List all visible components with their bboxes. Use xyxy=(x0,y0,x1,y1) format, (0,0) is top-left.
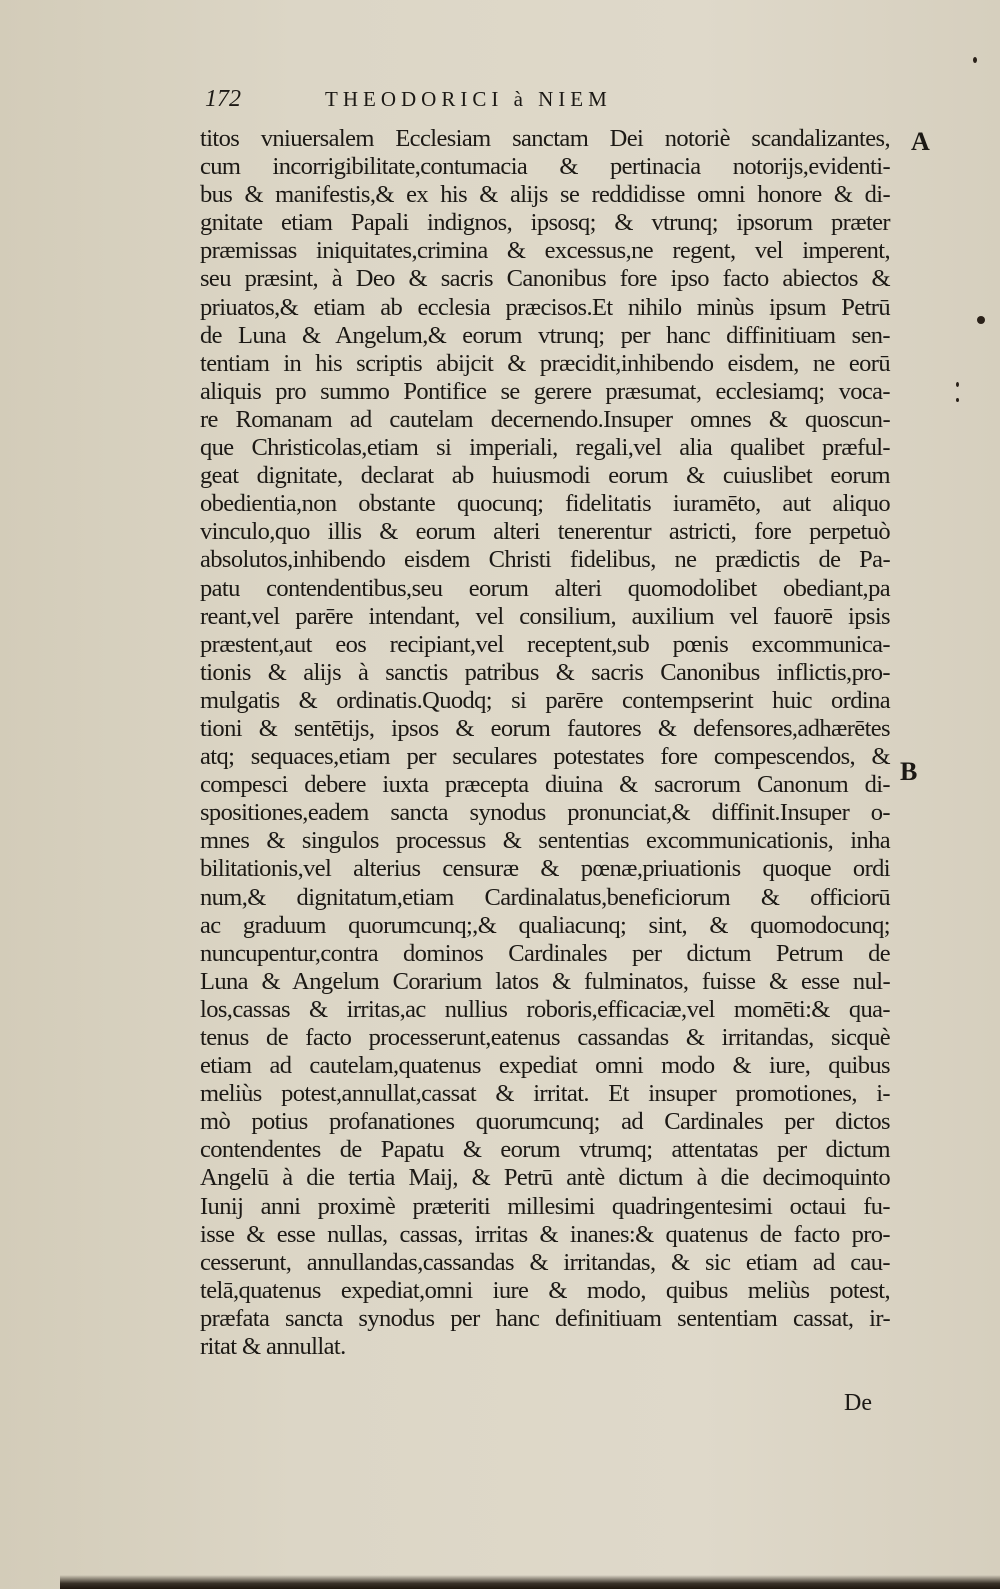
text-line: gnitate etiam Papali indignos, ipsosq; & vtrunq; ipsorum præter xyxy=(200,209,890,237)
text-line: tioni & sentētijs, ipsos & eorum fautores & defensores,adhærētes xyxy=(200,714,890,742)
margin-letter-a: A xyxy=(911,127,930,156)
text-line: Luna & Angelum Corarium latos & fulminatos, fuisse & esse nul- xyxy=(200,967,890,995)
text-line: tenus de facto processerunt,eatenus cassandas & irritandas, sicquè xyxy=(200,1024,890,1051)
ink-speck xyxy=(956,382,959,387)
text-line: præmissas iniquitates,crimina & excessus,ne regent, vel imperent, xyxy=(200,237,890,265)
margin-letter-b: B xyxy=(900,757,918,786)
text-line: patu contendentibus,seu eorum alteri quomodolibet obediant,pa xyxy=(200,574,890,602)
catchword: De xyxy=(844,1390,872,1416)
running-head: THEODORICI à NIEM xyxy=(325,87,612,111)
text-line: bilitationis,vel alterius censuræ & pœnæ,priuationis quoque ordi xyxy=(200,855,890,883)
text-line: ritat & annullat. xyxy=(200,1333,346,1361)
text-line: absolutos,inhibendo eisdem Christi fidelibus, ne prædictis de Pa- xyxy=(200,546,890,574)
text-line: cesserunt, annullandas,cassandas & irritandas, & sic etiam ad cau- xyxy=(200,1248,890,1276)
text-line: telā,quatenus expediat,omni iure & modo, quibus meliùs potest, xyxy=(200,1276,890,1304)
text-line: obedientia,non obstante quocunq; fidelitatis iuramēto, aut aliquo xyxy=(200,490,890,518)
ink-speck xyxy=(973,57,977,63)
text-line: Iunij anni proximè præteriti millesimi quadringentesimi octaui fu- xyxy=(200,1192,890,1220)
text-line: Angelū à die tertia Maij, & Petrū antè dictum à die decimoquinto xyxy=(200,1164,890,1192)
text-line: aliquis pro summo Pontifice se gerere præsumat, ecclesiamq; voca- xyxy=(200,377,890,405)
ink-speck xyxy=(977,316,985,324)
text-line: compesci debere iuxta præcepta diuina & sacrorum Canonum di- xyxy=(200,771,890,799)
text-line: reant,vel parēre intendant, vel consilium, auxilium vel fauorē ipsis xyxy=(200,602,890,630)
text-line: isse & esse nullas, cassas, irritas & inanes:& quatenus de facto pro- xyxy=(200,1220,890,1248)
text-line: mnes & singulos processus & sententias excommunicationis, inha xyxy=(200,827,890,855)
text-line: tionis & alijs à sanctis patribus & sacris Canonibus inflictis,pro- xyxy=(200,658,890,686)
text-line: spositiones,eadem sancta synodus pronunciat,& diffinit.Insuper o- xyxy=(200,799,890,827)
text-line: seu præsint, à Deo & sacris Canonibus fore ipso facto abiectos & xyxy=(200,265,890,293)
text-line: meliùs potest,annullat,cassat & irritat. Et insuper promotiones, i- xyxy=(200,1080,890,1108)
text-line: etiam ad cautelam,quatenus expediat omni modo & iure, quibus xyxy=(200,1052,890,1080)
text-line: cum incorrigibilitate,contumacia & pertinacia notorijs,evidenti- xyxy=(200,153,890,181)
text-line: mulgatis & ordinatis.Quodq; si parēre contempserint huic ordina xyxy=(200,686,890,714)
text-line: præstent,aut eos recipiant,vel receptent,sub pœnis excommunica- xyxy=(200,630,890,658)
text-line: vinculo,quo illis & eorum alteri tenerentur astricti, fore perpetuò xyxy=(200,518,890,546)
body-text xyxy=(200,125,890,1361)
page-number: 172 xyxy=(205,86,241,112)
text-line: mò potius profanationes quorumcunq; ad Cardinales per dictos xyxy=(200,1108,890,1136)
text-line: re Romanam ad cautelam decernendo.Insuper omnes & quoscun- xyxy=(200,405,890,433)
text-line: num,& dignitatum,etiam Cardinalatus,beneficiorum & officiorū xyxy=(200,883,890,911)
text-line: priuatos,& etiam ab ecclesia præcisos.Et nihilo minùs ipsum Petrū xyxy=(200,293,890,321)
text-line: tentiam in his scriptis abijcit & præcidit,inhibendo eisdem, ne eorū xyxy=(200,349,890,377)
text-line: atq; sequaces,etiam per seculares potestates fore compescendos, & xyxy=(200,743,890,771)
text-line: geat dignitate, declarat ab huiusmodi eorum & cuiuslibet eorum xyxy=(200,462,890,490)
page-header xyxy=(205,86,765,116)
text-line: præfata sancta synodus per hanc definitiuam sententiam cassat, ir- xyxy=(200,1304,890,1332)
text-line: que Christicolas,etiam si imperiali, regali,vel alia qualibet præful- xyxy=(200,434,890,462)
text-line: titos vniuersalem Ecclesiam sanctam Dei notoriè scandalizantes, xyxy=(200,125,890,152)
page-bottom-edge xyxy=(60,1575,1000,1589)
text-line: bus & manifestis,& ex his & alijs se reddidisse omni honore & di- xyxy=(200,181,890,209)
text-line: de Luna & Angelum,& eorum vtrunq; per hanc diffinitiuam sen- xyxy=(200,321,890,349)
text-line: contendentes de Papatu & eorum vtrumq; attentatas per dictum xyxy=(200,1136,890,1164)
ink-speck xyxy=(956,398,959,402)
text-line: ac graduum quorumcunq;,& qualiacunq; sint, & quomodocunq; xyxy=(200,911,890,939)
text-line: los,cassas & irritas,ac nullius roboris,efficaciæ,vel momēti:& qua- xyxy=(200,995,890,1023)
text-line: nuncupentur,contra dominos Cardinales per dictum Petrum de xyxy=(200,939,890,967)
